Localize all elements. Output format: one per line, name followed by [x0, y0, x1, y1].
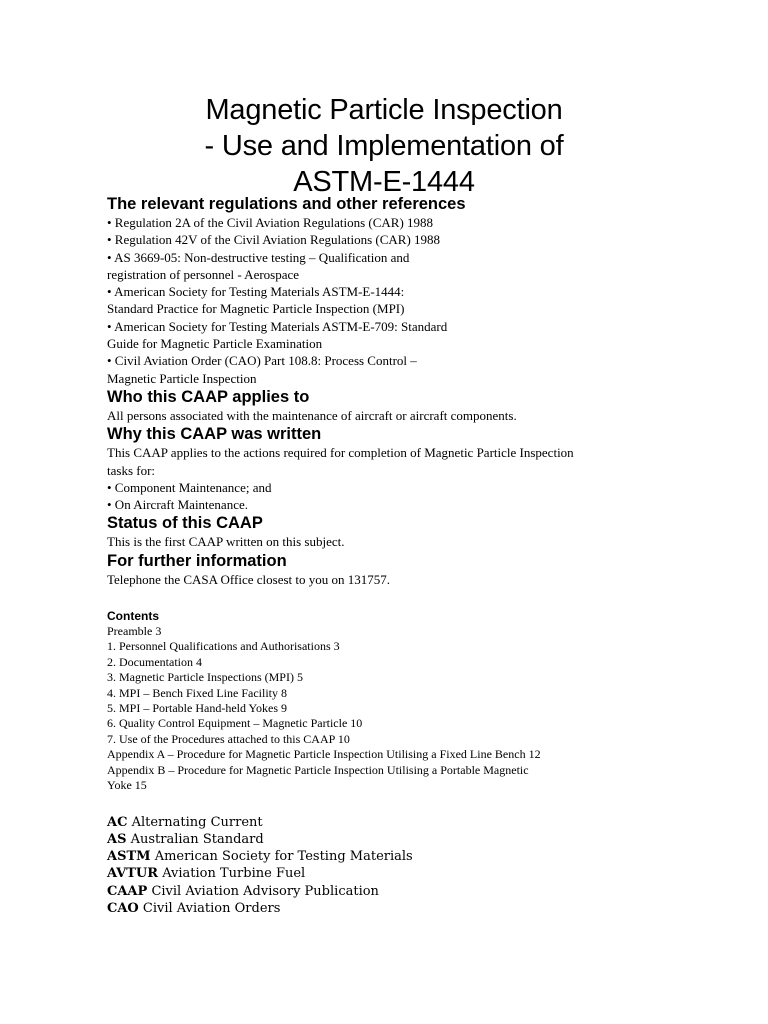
section-applies: [107, 387, 667, 424]
abbreviation-meaning: Aviation Turbine Fuel: [162, 866, 306, 882]
reg-line: • Regulation 2A of the Civil Aviation Regulations (CAR) 1988: [107, 215, 434, 230]
toc-entry: Yoke 15: [107, 778, 147, 793]
abbreviations-list: [107, 814, 667, 918]
reg-line: • American Society for Testing Materials ASTM-E-1444:: [107, 284, 405, 300]
abbreviation-row: [107, 900, 667, 917]
section-heading: Who this CAAP applies to: [107, 387, 310, 406]
abbreviation-term: AVTUR: [107, 866, 159, 882]
paragraph-line: All persons associated with the maintenance of aircraft or aircraft components.: [107, 407, 517, 423]
abbreviation-term: AC: [107, 814, 128, 830]
section-heading: For further information: [107, 551, 287, 570]
abbreviation-row: [107, 814, 667, 831]
abbreviation-meaning: Civil Aviation Advisory Publication: [151, 883, 379, 899]
contents-heading: Contents: [107, 609, 159, 624]
toc-entry: 4. MPI – Bench Fixed Line Facility 8: [107, 685, 287, 700]
section-status: [107, 513, 667, 550]
reg-line: Standard Practice for Magnetic Particle Inspection (MPI): [107, 301, 405, 317]
reg-line: Guide for Magnetic Particle Examination: [107, 336, 323, 352]
title-line-2: - Use and Implementation of: [204, 130, 564, 162]
abbreviation-meaning: Australian Standard: [130, 831, 264, 847]
toc-entry: 5. MPI – Portable Hand-held Yokes 9: [107, 701, 287, 716]
paragraph-line: tasks for:: [107, 462, 156, 478]
section-regulations: [107, 194, 667, 387]
toc-entry: 2. Documentation 4: [107, 654, 202, 669]
toc-entry: Appendix A – Procedure for Magnetic Particle Inspection Utilising a Fixed Line Bench 12: [107, 747, 541, 762]
reg-line: • Civil Aviation Order (CAO) Part 108.8: Process Control –: [107, 353, 417, 369]
toc-entry: 6. Quality Control Equipment – Magnetic Particle 10: [107, 716, 363, 731]
section-why: [107, 424, 667, 513]
abbreviation-term: AS: [107, 831, 127, 847]
toc-entry: 3. Magnetic Particle Inspections (MPI) 5: [107, 670, 303, 685]
abbreviation-row: [107, 831, 667, 848]
section-heading: Status of this CAAP: [107, 514, 263, 533]
reg-line: • American Society for Testing Materials ASTM-E-709: Standard: [107, 318, 448, 334]
abbreviation-row: [107, 865, 667, 882]
section-heading: The relevant regulations and other references: [107, 195, 466, 213]
abbreviation-row: [107, 848, 667, 865]
paragraph-line: Telephone the CASA Office closest to you on 131757.: [107, 571, 391, 587]
abbreviation-term: ASTM: [107, 849, 151, 865]
section-further-info: [107, 551, 667, 588]
paragraph-line: This CAAP applies to the actions required for completion of Magnetic Particle Inspection: [107, 445, 574, 461]
table-of-contents: [107, 608, 667, 793]
document-title: [0, 92, 768, 200]
document-body: [107, 194, 667, 917]
toc-entry: 1. Personnel Qualifications and Authorisations 3: [107, 639, 340, 654]
reg-line: registration of personnel - Aerospace: [107, 266, 300, 282]
abbreviation-meaning: Civil Aviation Orders: [142, 901, 281, 916]
reg-line: • AS 3669-05: Non-destructive testing – Qualification and: [107, 249, 410, 265]
abbreviation-meaning: Alternating Current: [131, 814, 263, 830]
paragraph-line: • On Aircraft Maintenance.: [107, 497, 248, 513]
reg-line: • Regulation 42V of the Civil Aviation Regulations (CAR) 1988: [107, 232, 441, 248]
section-heading: Why this CAAP was written: [107, 425, 322, 444]
title-line-3: ASTM-E-1444: [293, 166, 475, 198]
abbreviation-term: CAAP: [107, 883, 148, 899]
abbreviation-term: CAO: [107, 901, 139, 916]
title-line-1: Magnetic Particle Inspection: [205, 94, 563, 126]
toc-entry: Appendix B – Procedure for Magnetic Particle Inspection Utilising a Portable Magnetic: [107, 762, 529, 777]
reg-line: Magnetic Particle Inspection: [107, 370, 257, 386]
toc-entry: Preamble 3: [107, 624, 162, 639]
abbreviation-meaning: American Society for Testing Materials: [154, 849, 413, 865]
toc-entry: 7. Use of the Procedures attached to this CAAP 10: [107, 731, 350, 746]
paragraph-line: • Component Maintenance; and: [107, 479, 272, 495]
paragraph-line: This is the first CAAP written on this subject.: [107, 534, 345, 550]
abbreviation-row: [107, 883, 667, 900]
